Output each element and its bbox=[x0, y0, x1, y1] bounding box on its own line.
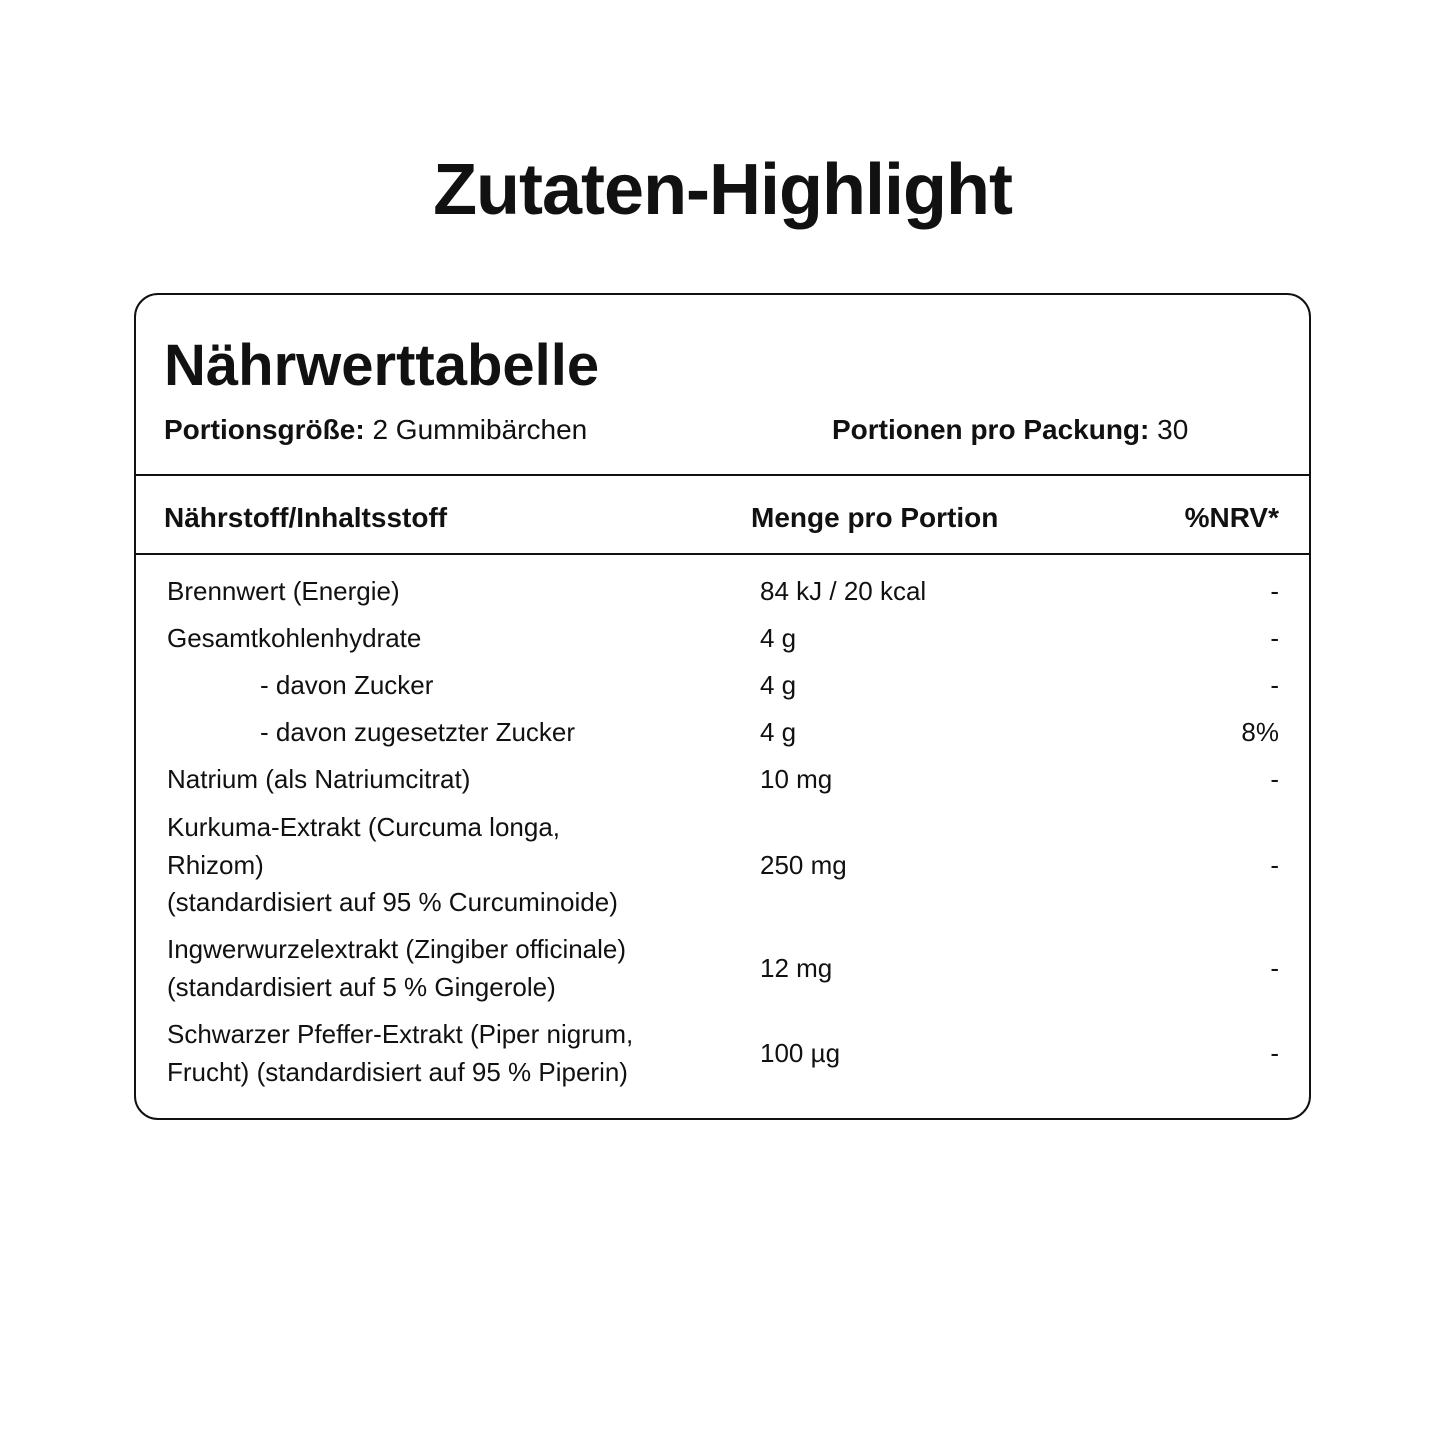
column-header-amount: Menge pro Portion bbox=[751, 502, 999, 533]
row-nutrient: Natrium (als Natriumcitrat) bbox=[167, 764, 471, 794]
row-nrv: - bbox=[1270, 764, 1279, 794]
divider-header bbox=[136, 553, 1309, 555]
servings-per-pack-value: 30 bbox=[1157, 414, 1189, 445]
row-nutrient: Kurkuma-Extrakt (Curcuma longa, Rhizom) (standardisiert auf 95 % Curcuminoide) bbox=[167, 812, 618, 917]
row-nrv: 8% bbox=[1241, 717, 1279, 747]
row-nrv: - bbox=[1270, 1037, 1279, 1068]
row-amount: 4 g bbox=[760, 623, 797, 653]
nutrition-table-title: Nährwerttabelle bbox=[164, 333, 600, 398]
row-nrv: - bbox=[1270, 670, 1279, 700]
table-row bbox=[136, 714, 1309, 752]
serving-size-value: 2 Gummibärchen bbox=[372, 414, 588, 445]
column-header-nrv: %NRV* bbox=[1184, 502, 1279, 533]
row-amount: 12 mg bbox=[760, 952, 833, 983]
table-row bbox=[136, 667, 1309, 705]
row-nutrient: Ingwerwurzelextrakt (Zingiber officinale) (standardisiert auf 5 % Gingerole) bbox=[167, 934, 627, 1002]
row-amount: 100 µg bbox=[760, 1037, 841, 1068]
row-nrv: - bbox=[1270, 623, 1279, 653]
serving-size bbox=[164, 413, 587, 447]
row-nutrient: - davon zugesetzter Zucker bbox=[260, 717, 576, 747]
table-row bbox=[136, 1016, 1309, 1091]
divider-top bbox=[136, 474, 1309, 476]
servings-per-pack-label: Portionen pro Packung: bbox=[832, 414, 1150, 445]
row-nutrient: - davon Zucker bbox=[260, 670, 434, 700]
row-amount: 4 g bbox=[760, 717, 797, 747]
servings-per-pack bbox=[832, 413, 1188, 447]
serving-size-label: Portionsgröße: bbox=[164, 414, 365, 445]
row-amount: 84 kJ / 20 kcal bbox=[760, 576, 927, 606]
row-nrv: - bbox=[1270, 576, 1279, 606]
table-row bbox=[136, 620, 1309, 658]
column-header-nutrient: Nährstoff/Inhaltsstoff bbox=[164, 502, 448, 533]
row-amount: 4 g bbox=[760, 670, 797, 700]
row-nutrient: Brennwert (Energie) bbox=[167, 576, 400, 606]
row-nrv: - bbox=[1270, 952, 1279, 983]
row-nutrient: Gesamtkohlenhydrate bbox=[167, 623, 422, 653]
row-nutrient: Schwarzer Pfeffer-Extrakt (Piper nigrum, Frucht) (standardisiert auf 95 % Piperin) bbox=[167, 1019, 634, 1087]
row-amount: 250 mg bbox=[760, 849, 847, 880]
row-amount: 10 mg bbox=[760, 764, 833, 794]
table-row bbox=[136, 931, 1309, 1006]
row-nrv: - bbox=[1270, 849, 1279, 880]
table-row bbox=[136, 809, 1309, 922]
table-row bbox=[136, 573, 1309, 611]
nutrition-table-panel bbox=[134, 293, 1311, 1120]
page-heading: Zutaten-Highlight bbox=[433, 150, 1012, 230]
table-row bbox=[136, 761, 1309, 799]
